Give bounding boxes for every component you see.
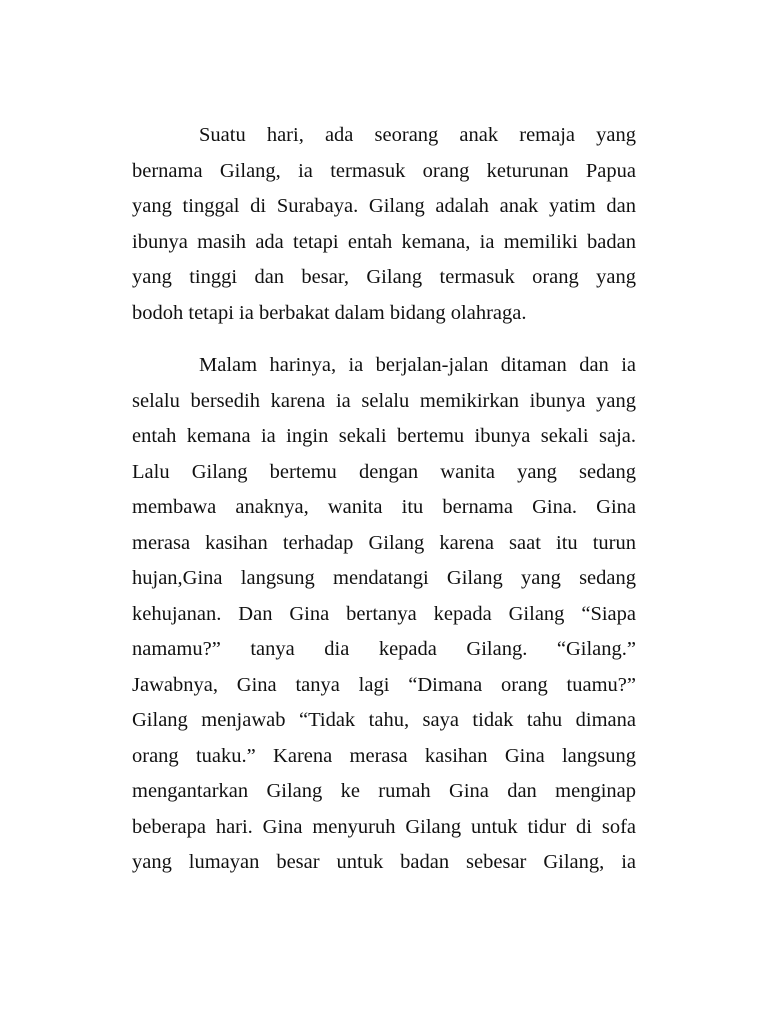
paragraph-2: [132, 348, 636, 881]
paragraph-line: selalu bersedih karena ia selalu memikirkan ibunya yang: [132, 389, 636, 412]
paragraph-line: Lalu Gilang bertemu dengan wanita yang sedang: [132, 460, 636, 483]
paragraph-line: Malam harinya, ia berjalan-jalan ditaman dan ia: [199, 354, 636, 376]
paragraph-line: membawa anaknya, wanita itu bernama Gina. Gina: [132, 496, 636, 518]
paragraph-line: Suatu hari, ada seorang anak remaja yang: [199, 124, 636, 146]
paragraph-line: orang tuaku.” Karena merasa kasihan Gina langsung: [132, 744, 636, 767]
paragraph-line: merasa kasihan terhadap Gilang karena saat itu turun: [132, 531, 636, 554]
paragraph-line: kehujanan. Dan Gina bertanya kepada Gilang “Siapa: [132, 602, 636, 625]
document-body: [132, 118, 636, 881]
paragraph-line: namamu?” tanya dia kepada Gilang. “Gilang.”: [132, 638, 636, 660]
paragraph-line: bodoh tetapi ia berbakat dalam bidang olahraga.: [132, 301, 527, 324]
paragraph-line: hujan,Gina langsung mendatangi Gilang yang sedang: [132, 567, 636, 589]
paragraph-line: mengantarkan Gilang ke rumah Gina dan menginap: [132, 780, 636, 802]
paragraph-line: Gilang menjawab “Tidak tahu, saya tidak tahu dimana: [132, 709, 636, 731]
paragraph-line: yang tinggal di Surabaya. Gilang adalah anak yatim dan: [132, 195, 636, 217]
paragraph-line: bernama Gilang, ia termasuk orang keturunan Papua: [132, 159, 636, 182]
paragraph-line: entah kemana ia ingin sekali bertemu ibunya sekali saja.: [132, 425, 636, 447]
paragraph-line: beberapa hari. Gina menyuruh Gilang untuk tidur di sofa: [132, 815, 636, 838]
paragraph-1: [132, 118, 636, 331]
paragraph-line: Jawabnya, Gina tanya lagi “Dimana orang tuamu?”: [132, 673, 636, 696]
paragraph-line: yang lumayan besar untuk badan sebesar Gilang, ia: [132, 851, 636, 873]
paragraph-line: yang tinggi dan besar, Gilang termasuk orang yang: [132, 266, 636, 288]
paragraph-line: ibunya masih ada tetapi entah kemana, ia memiliki badan: [132, 230, 636, 253]
